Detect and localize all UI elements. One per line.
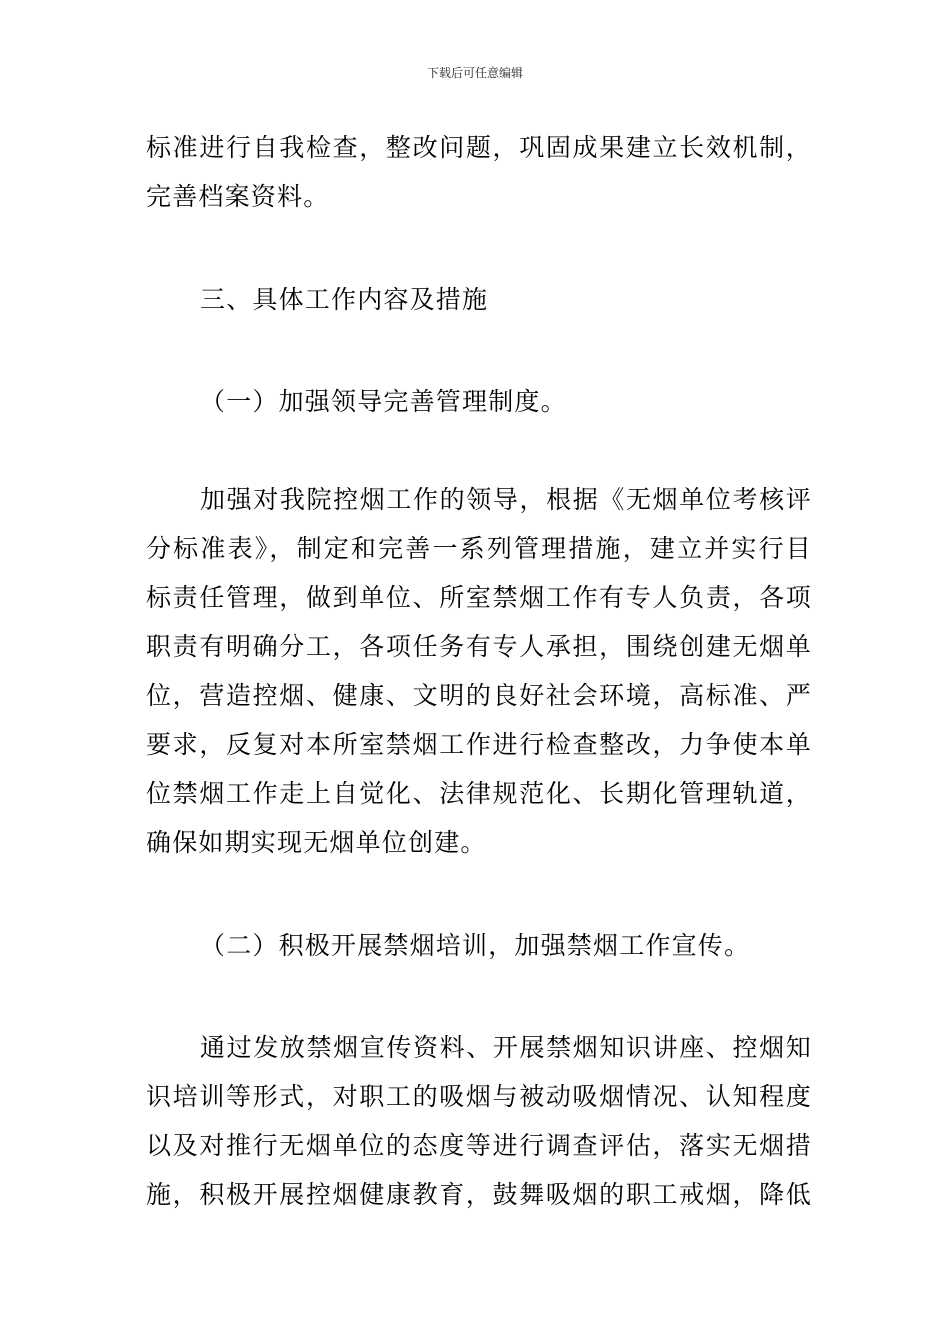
page-header: 下载后可任意编辑	[426, 66, 523, 80]
paragraph-line: 确保如期实现无烟单位创建。	[146, 828, 487, 857]
paragraph-line: 标准进行自我检查，整改问题，巩固成果建立长效机制，	[146, 133, 812, 162]
paragraph-line: 加强对我院控烟工作的领导，根据《无烟单位考核评	[200, 485, 812, 514]
paragraph-line: 标责任管理，做到单位、所室禁烟工作有专人负责，各项	[146, 583, 812, 612]
paragraph-line: 要求，反复对本所室禁烟工作进行检查整改，力争使本单	[146, 730, 812, 759]
paragraph-line: 施，积极开展控烟健康教育，鼓舞吸烟的职工戒烟，降低	[146, 1180, 812, 1209]
paragraph-line: 识培训等形式，对职工的吸烟与被动吸烟情况、认知程度	[146, 1082, 812, 1111]
paragraph-line: 完善档案资料。	[146, 182, 330, 211]
paragraph-2	[146, 475, 812, 867]
paragraph-1	[146, 123, 812, 221]
paragraph-line: 位，营造控烟、健康、文明的良好社会环境，高标准、严	[146, 681, 812, 710]
paragraph-line: 职责有明确分工，各项任务有专人承担，围绕创建无烟单	[146, 632, 812, 661]
paragraph-line: 位禁烟工作走上自觉化、法律规范化、长期化管理轨道，	[146, 779, 812, 808]
paragraph-line: 通过发放禁烟宣传资料、开展禁烟知识讲座、控烟知	[200, 1033, 812, 1062]
subsection-heading-1: （一）加强领导完善管理制度。	[200, 387, 567, 416]
paragraph-line: 以及对推行无烟单位的态度等进行调查评估，落实无烟措	[146, 1131, 812, 1160]
subsection-heading-2: （二）积极开展禁烟培训，加强禁烟工作宣传。	[200, 931, 751, 960]
section-heading: 三、具体工作内容及措施	[200, 285, 489, 314]
paragraph-line: 分标准表》，制定和完善一系列管理措施，建立并实行目	[146, 534, 812, 563]
paragraph-3	[146, 1023, 812, 1219]
